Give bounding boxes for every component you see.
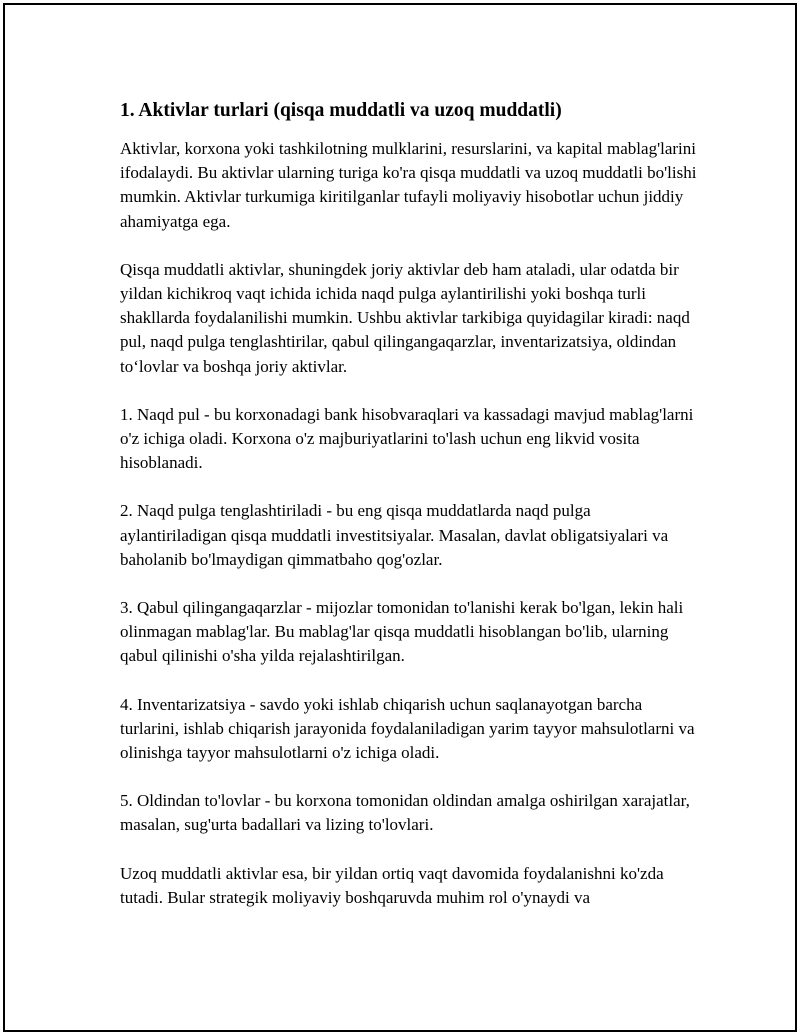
cash-equivalents-paragraph: 2. Naqd pulga tenglashtiriladi - bu eng qisqa muddatlarda naqd pulga aylantiriladigan qisqa muddatli investitsiyalar. Masalan, davlat obligatsiyalari va baholanib bo'lmaydigan qimmatbaho qog'ozlar. — [120, 501, 669, 569]
receivables-paragraph: 3. Qabul qilingangaqarzlar - mijozlar tomonidan to'lanishi kerak bo'lgan, lekin hali olinmagan mablag'lar. Bu mablag'lar qisqa muddatli hisoblangan bo'lib, ularning qabul qilinishi o'sha yilda rejalashtirilgan. — [120, 598, 684, 666]
short-term-assets-paragraph: Qisqa muddatli aktivlar, shuningdek joriy aktivlar deb ham ataladi, ular odatda bir yildan kichikroq vaqt ichida ichida naqd pulga aylantirilishi yoki boshqa turli shakllarda foydalanilishi mumkin. Ushbu aktivlar tarkibiga quyidagilar kiradi: naqd pul, naqd pulga tenglashtirilar, qabul qilingangaqarzlar, inventarizatsiya, oldindan to‘lovlar va boshqa joriy aktivlar. — [120, 259, 690, 376]
long-term-assets-paragraph: Uzoq muddatli aktivlar esa, bir yildan ortiq vaqt davomida foydalanishni ko'zda tutadi. Bular strategik moliyaviy boshqaruvda muhim rol o'ynaydi va — [120, 863, 664, 907]
page-frame — [3, 3, 797, 1032]
cash-paragraph: 1. Naqd pul - bu korxonadagi bank hisobvaraqlari va kassadagi mavjud mablag'larni o'z ichiga oladi. Korxona o'z majburiyatlarini to'lash uchun eng likvid vosita hisoblanadi. — [120, 404, 694, 473]
section-heading: 1. Aktivlar turlari (qisqa muddatli va uzoq muddatli) — [120, 100, 562, 121]
intro-paragraph: Aktivlar, korxona yoki tashkilotning mulklarini, resurslarini, va kapital mablag'larini ifodalaydi. Bu aktivlar ularning turiga ko'ra qisqa muddatli va uzoq muddatli bo'lishi mumkin. Aktivlar turkumiga kiritilganlar tufayli moliyaviy hisobotlar uchun jiddiy ahamiyatga ega. — [120, 139, 697, 231]
inventory-paragraph: 4. Inventarizatsiya - savdo yoki ishlab chiqarish uchun saqlanayotgan barcha turlarini, ishlab chiqarish jarayonida foydalaniladigan yarim tayyor mahsulotlarni va olinishga tayyor mahsulotlarni o'z ichiga oladi. — [120, 694, 695, 763]
prepayments-paragraph: 5. Oldindan to'lovlar - bu korxona tomonidan oldindan amalga oshirilgan xarajatlar, masalan, sug'urta badallari va lizing to'lovlari. — [120, 791, 690, 835]
document-body — [120, 98, 700, 934]
